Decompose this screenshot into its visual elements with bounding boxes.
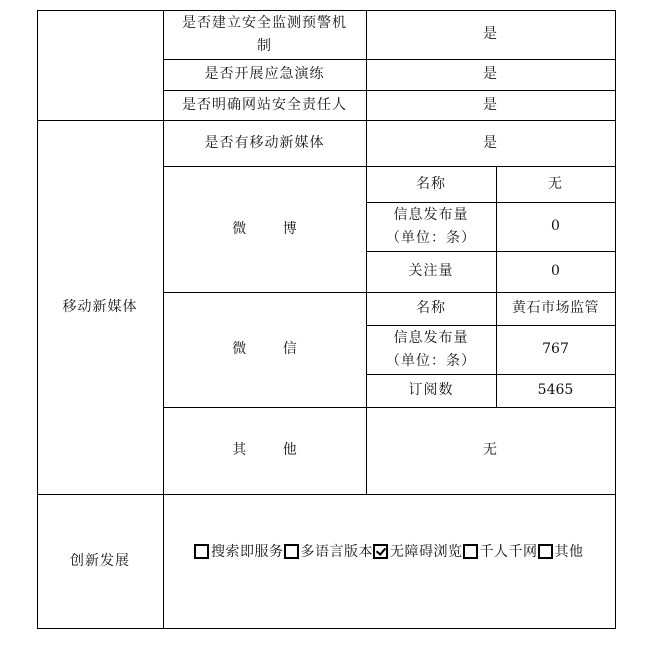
wechat-label: 微 信	[232, 341, 313, 357]
checkbox-personalized[interactable]	[463, 544, 478, 559]
wechat-subscribers-value: 5465	[537, 382, 574, 398]
checkbox-search-service[interactable]	[194, 544, 209, 559]
weibo-name-label: 名称	[416, 175, 446, 192]
option-multilingual-label: 多语言版本	[300, 544, 373, 560]
wechat-posts-value: 767	[542, 341, 569, 357]
weibo-followers-label: 关注量	[408, 263, 454, 279]
option-personalized-label: 千人千网	[479, 544, 538, 560]
wechat-name-label: 名称	[416, 300, 446, 316]
innovation-section-label: 创新发展	[70, 552, 130, 569]
option-other-label: 其他	[554, 544, 584, 560]
checkbox-accessibility[interactable]	[373, 544, 388, 559]
other-media-label: 其 他	[232, 442, 313, 458]
monitoring-value: 是	[483, 26, 498, 42]
mobile-media-section-label: 移动新媒体	[62, 298, 138, 315]
wechat-posts-label: 信息发布量（单位：条）	[386, 329, 476, 369]
other-media-value: 无	[483, 442, 498, 458]
has-media-label: 是否有移动新媒体	[204, 134, 325, 151]
drill-label: 是否开展应急演练	[204, 66, 325, 82]
option-search-service-label: 搜索即服务	[211, 544, 284, 560]
innovation-options	[194, 540, 584, 562]
weibo-followers-value: 0	[551, 263, 560, 279]
weibo-name-value: 无	[548, 175, 563, 192]
weibo-posts-value: 0	[551, 218, 560, 234]
checkbox-other[interactable]	[538, 544, 553, 559]
weibo-label: 微 博	[232, 220, 313, 237]
monitoring-label: 是否建立安全监测预警机制	[182, 14, 347, 54]
responsible-label: 是否明确网站安全责任人	[182, 96, 347, 113]
weibo-posts-label: 信息发布量（单位：条）	[386, 206, 476, 246]
responsible-value: 是	[483, 96, 498, 113]
has-media-value: 是	[483, 134, 498, 151]
drill-value: 是	[483, 66, 498, 82]
option-accessibility-label: 无障碍浏览	[390, 544, 463, 560]
checkbox-multilingual[interactable]	[284, 544, 299, 559]
wechat-name-value: 黄石市场监管	[512, 300, 599, 316]
wechat-subscribers-label: 订阅数	[408, 382, 454, 398]
